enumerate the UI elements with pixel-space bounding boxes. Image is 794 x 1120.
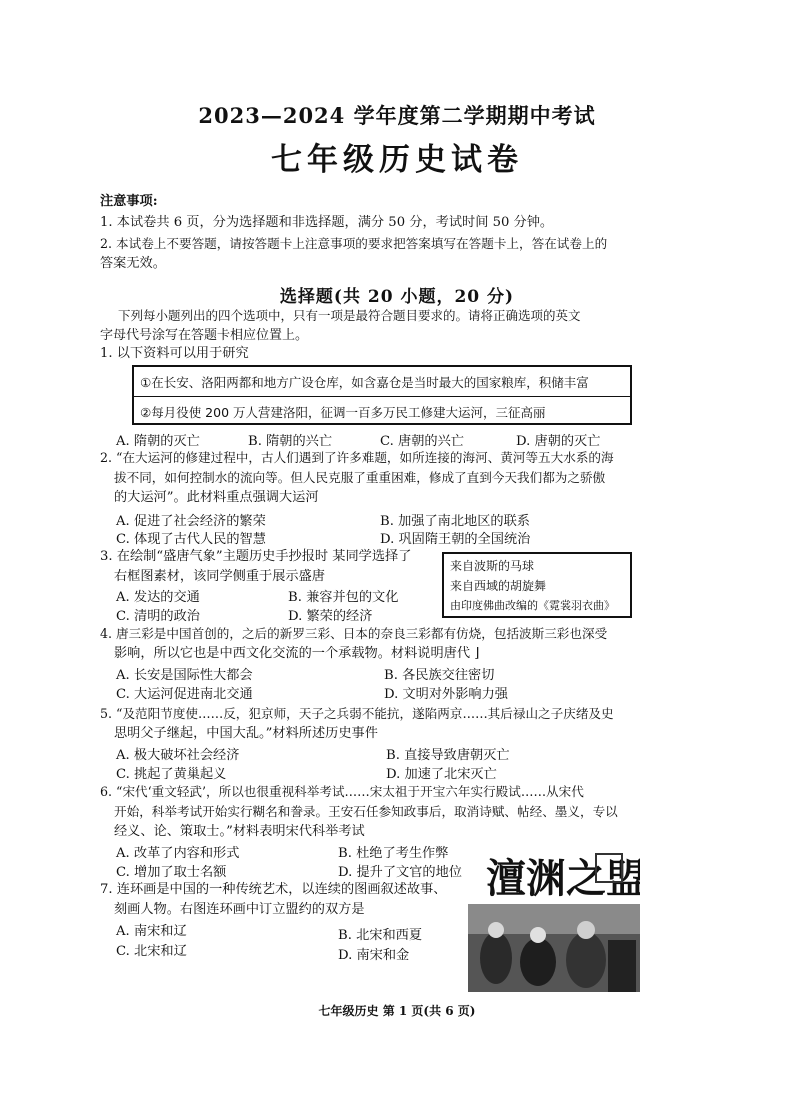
- q5-option-d: D. 加速了北宋灭亡: [386, 767, 497, 782]
- q7-option-a: A. 南宋和辽: [116, 924, 187, 939]
- q2-stem-2: 拔不同，如何控制水的流向等。但人民克服了重重困难，修成了直到今天我们都为之骄傲: [114, 470, 606, 485]
- q3-option-d: D. 繁荣的经济: [288, 609, 373, 624]
- q7-option-d: D. 南宋和金: [338, 948, 410, 963]
- q1-material-divider: [134, 396, 630, 397]
- q6-option-a: A. 改革了内容和形式: [116, 846, 240, 861]
- exam-title-term: 2023—2024 学年度第二学期期中考试: [198, 103, 596, 128]
- q3-stem-1: 3. 在绘制“盛唐气象”主题历史手抄报时 某同学选择了: [100, 549, 412, 564]
- exam-title-subject: 七年级历史试卷: [271, 142, 523, 178]
- q6-option-d: D. 提升了文官的地位: [338, 865, 462, 880]
- comic-figure-left: [480, 932, 512, 984]
- section-instruction-cont: 字母代号涂写在答题卡相应位置上。: [100, 328, 309, 343]
- q5-option-c: C. 挑起了黄巢起义: [116, 767, 227, 782]
- q6-stem-1: 6. “宋代‘重文轻武’，所以也很重视科举考试……宋太祖于开宝六年实行殿试……从宋代: [100, 784, 584, 799]
- q5-stem-1: 5. “及范阳节度使……反，犯京师，天子之兵弱不能抗，遂陷两京……其后禄山之子庆绪及史: [100, 706, 614, 721]
- q2-option-a: A. 促进了社会经济的繁荣: [116, 514, 266, 529]
- notice-item-1: 1. 本试卷共 6 页，分为选择题和非选择题，满分 50 分，考试时间 50 分钟。: [100, 215, 554, 230]
- q7-stem-1: 7. 连环画是中国的一种传统艺术，以连续的图画叙述故事、: [100, 882, 447, 897]
- q3-material-box: [442, 552, 632, 618]
- comic-figure-center-head: [530, 927, 546, 943]
- section-title: 选择题(共 20 小题，20 分): [279, 287, 515, 307]
- q4-option-b: B. 各民族交往密切: [384, 668, 495, 683]
- comic-illustration: [468, 840, 640, 992]
- q1-material-2: ②每月役使 200 万人营建洛阳，征调一百多万民工修建大运河，三征高丽: [140, 405, 546, 420]
- q1-option-d: D. 唐朝的灭亡: [516, 434, 601, 449]
- q1-option-c: C. 唐朝的兴亡: [380, 434, 464, 449]
- notice-item-2-cont: 答案无效。: [100, 256, 166, 271]
- q7-comic-image: [468, 840, 640, 992]
- q2-option-d: D. 巩固隋王朝的全国统治: [380, 532, 531, 547]
- q3-stem-2: 右框图素材，该同学侧重于展示盛唐: [114, 569, 325, 584]
- q2-stem-3: 的大运河”。此材料重点强调大运河: [114, 490, 319, 505]
- q4-option-d: D. 文明对外影响力强: [384, 687, 508, 702]
- comic-figure-right: [566, 932, 606, 988]
- q2-option-b: B. 加强了南北地区的联系: [380, 514, 530, 529]
- q1-option-a: A. 隋朝的灭亡: [116, 434, 200, 449]
- comic-figure-edge: [608, 940, 636, 992]
- q5-option-b: B. 直接导致唐朝灭亡: [386, 748, 510, 763]
- q7-option-b: B. 北宋和西夏: [338, 928, 423, 943]
- q3-material-3: 由印度佛曲改编的《霓裳羽衣曲》: [450, 599, 615, 612]
- q5-option-a: A. 极大破坏社会经济: [116, 748, 240, 763]
- q4-option-c: C. 大运河促进南北交通: [116, 687, 253, 702]
- q3-option-b: B. 兼容并包的文化: [288, 590, 399, 605]
- q2-stem-1: 2. “在大运河的修建过程中，古人们遇到了许多难题，如所连接的海河、黄河等五大水系的海: [100, 450, 614, 465]
- section-instruction: 下列每小题列出的四个选项中，只有一项是最符合题目要求的。请将正确选项的英文: [118, 308, 581, 323]
- q4-option-a: A. 长安是国际性大都会: [116, 668, 253, 683]
- q2-option-c: C. 体现了古代人民的智慧: [116, 532, 266, 547]
- q3-option-a: A. 发达的交通: [116, 590, 200, 605]
- q6-stem-3: 经义、论、策取士。”材料表明宋代科举考试: [114, 824, 365, 839]
- comic-figure-right-head: [577, 921, 595, 939]
- q3-option-c: C. 清明的政治: [116, 609, 200, 624]
- q3-material-2: 来自西域的胡旋舞: [450, 579, 547, 593]
- q6-option-c: C. 增加了取士名额: [116, 865, 227, 880]
- notice-item-2: 2. 本试卷上不要答题，请按答题卡上注意事项的要求把答案填写在答题卡上，答在试卷上的: [100, 236, 608, 251]
- q3-material-1: 来自波斯的马球: [450, 559, 535, 573]
- notice-heading: 注意事项:: [100, 194, 158, 209]
- q4-stem-2: 影响，所以它也是中西文化交流的一个承载物。材料说明唐代 ⌋: [114, 646, 480, 661]
- comic-figure-left-head: [488, 922, 504, 938]
- q1-material-1: ①在长安、洛阳两都和地方广设仓库，如含嘉仓是当时最大的国家粮库，积储丰富: [140, 375, 589, 390]
- comic-figure-center: [520, 938, 556, 986]
- q6-option-b: B. 杜绝了考生作弊: [338, 846, 449, 861]
- q4-stem-1: 4. 唐三彩是中国首创的，之后的新罗三彩、日本的奈良三彩都有仿烧，包括波斯三彩也深受: [100, 626, 608, 641]
- q7-stem-2: 刻画人物。右图连环画中订立盟约的双方是: [114, 902, 365, 917]
- q6-stem-2: 开始，科举考试开始实行糊名和誊录。王安石任参知政事后，取消诗赋、帖经、墨义，专以: [114, 804, 618, 819]
- q1-option-b: B. 隋朝的兴亡: [248, 434, 333, 449]
- q5-stem-2: 思明父子继起，中国大乱。”材料所述历史事件: [114, 726, 378, 741]
- q1-material-box: [132, 365, 632, 425]
- page-footer: 七年级历史 第 1 页(共 6 页): [318, 1004, 476, 1018]
- q7-option-c: C. 北宋和辽: [116, 944, 187, 959]
- comic-calligraphy-title: 澶渊之盟: [486, 855, 640, 902]
- q1-stem: 1. 以下资料可以用于研究: [100, 346, 249, 361]
